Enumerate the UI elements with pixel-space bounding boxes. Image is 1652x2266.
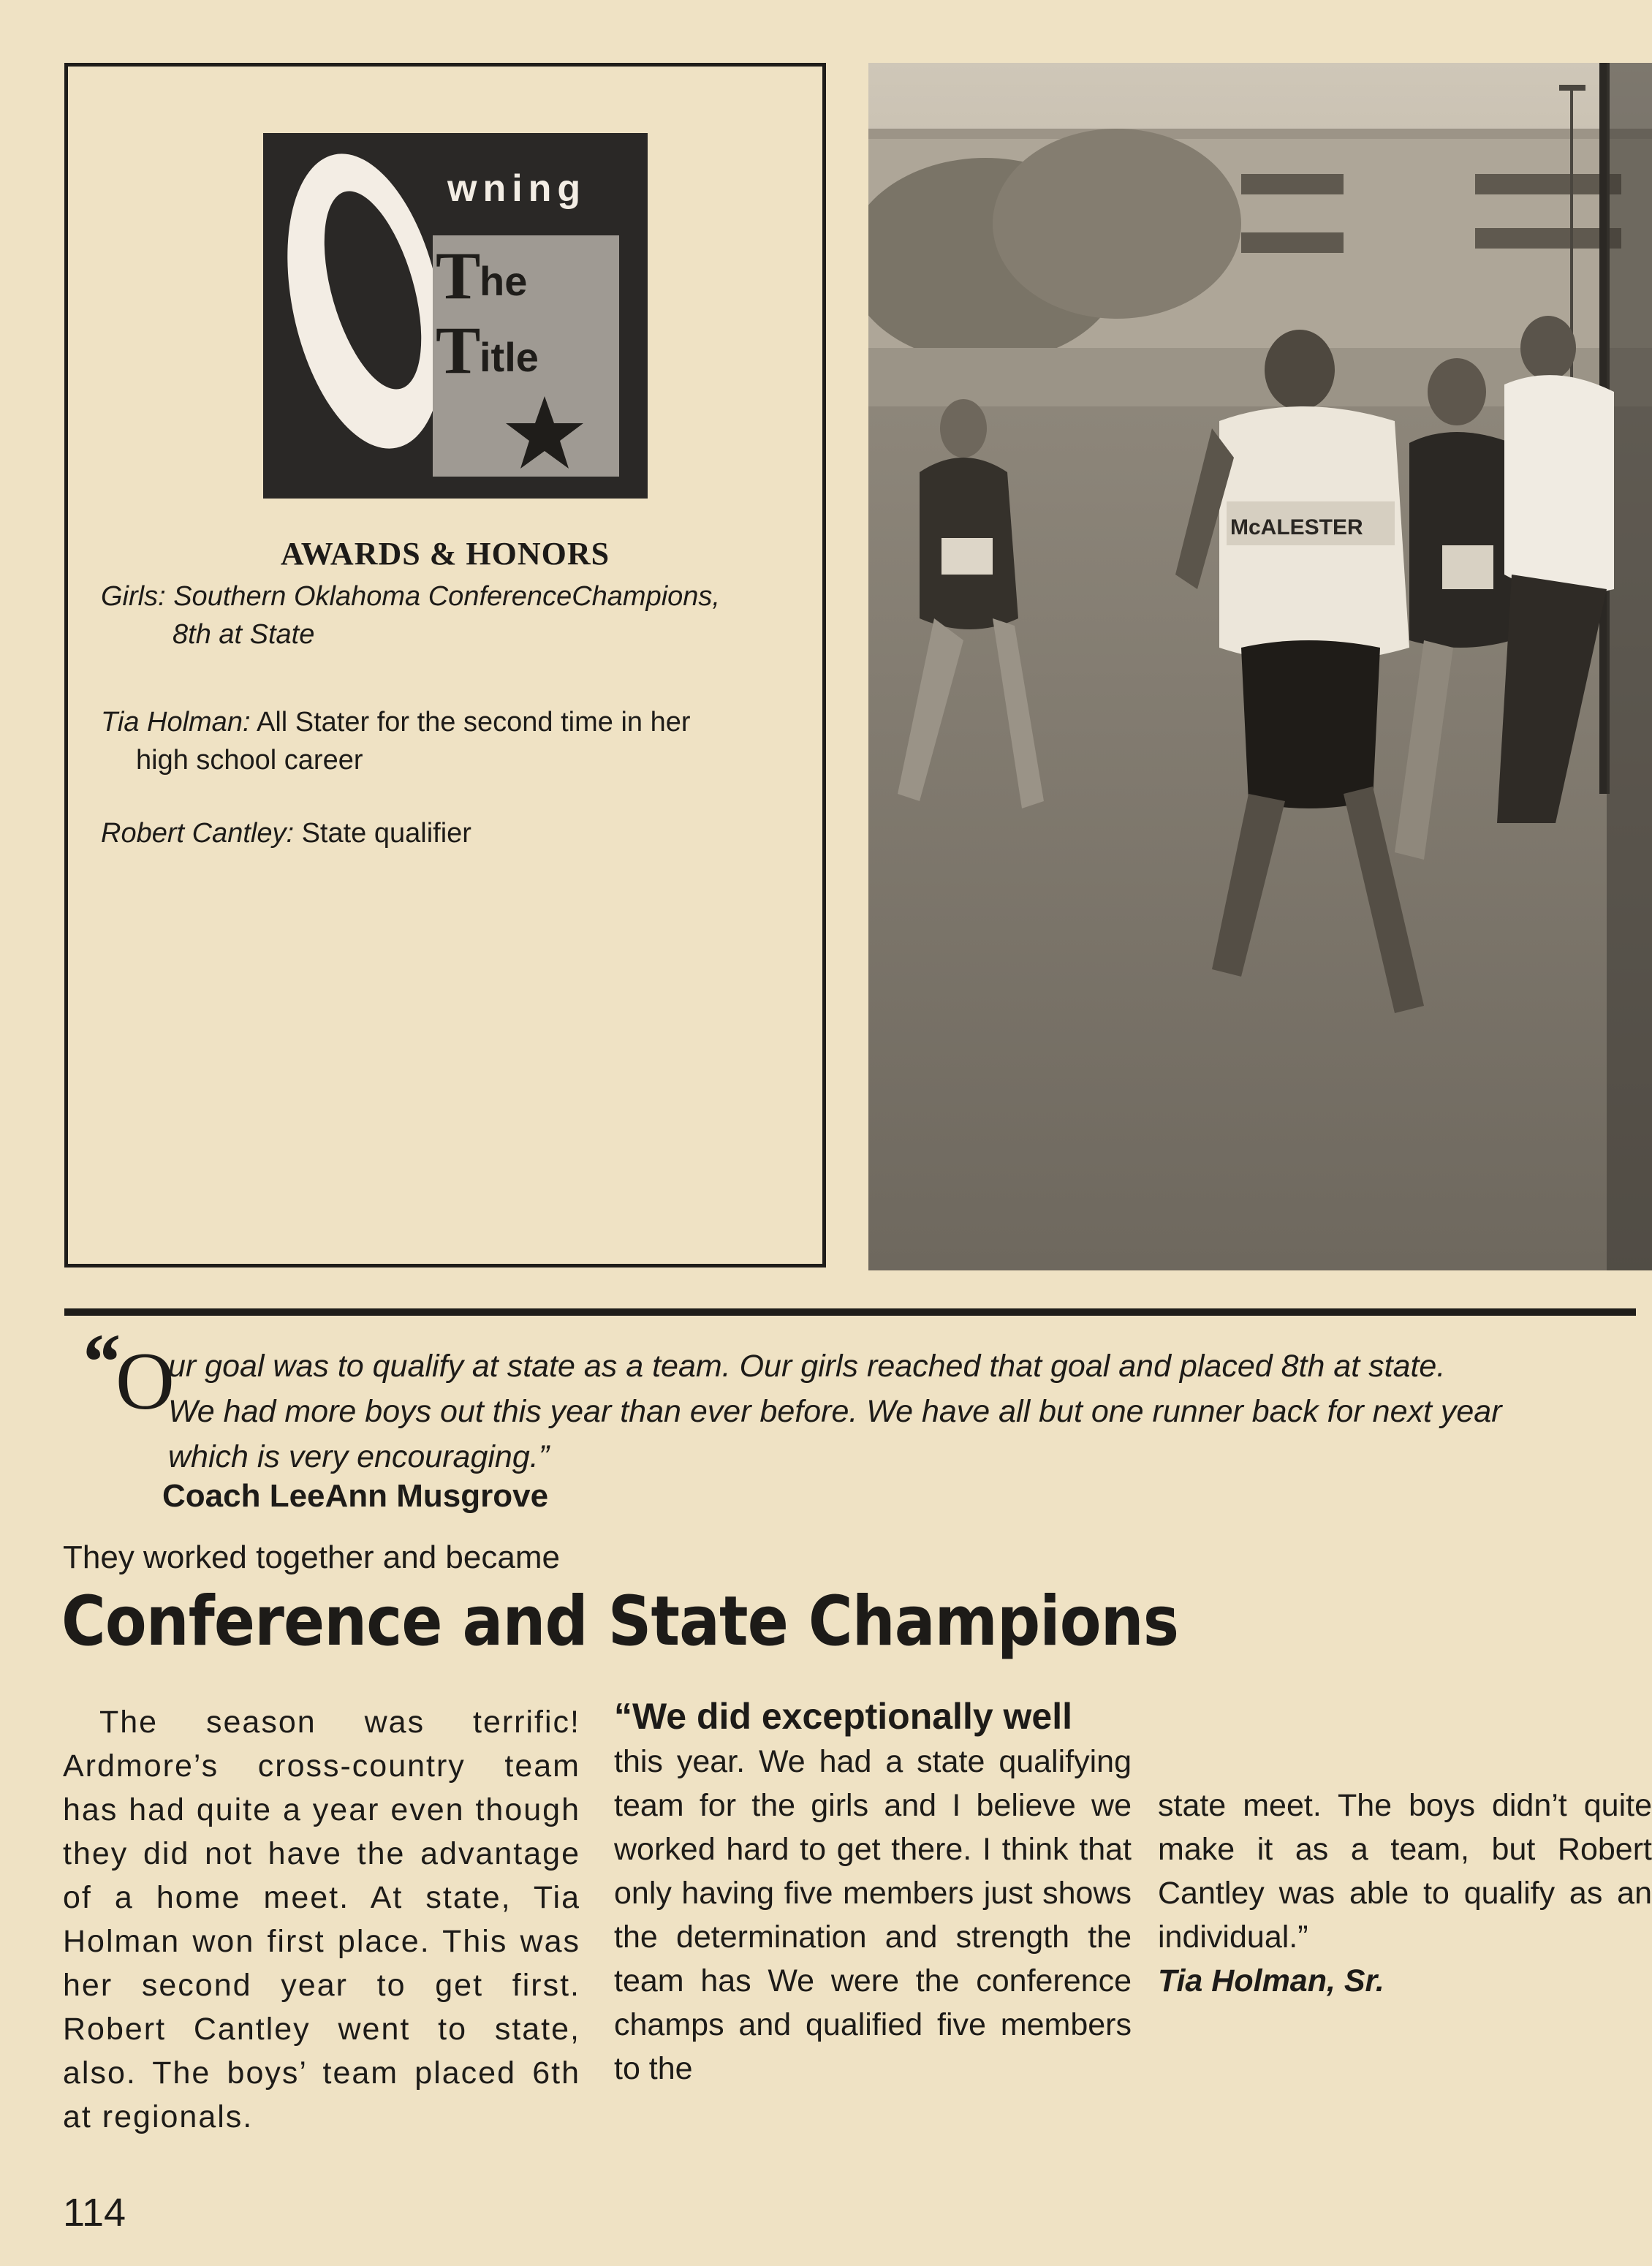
award-girls-line2: 8th at State — [173, 619, 315, 650]
coach-quote — [168, 1344, 1637, 1479]
story-column-2-text: this year. We had a state qualifying team for the girls and I believe we worked hard to get there. I think that only having five members just shows the determination and strength the team has We were the conference champs and qualified five members to the — [614, 1744, 1132, 2086]
award-tia-name: Tia Holman: — [101, 707, 251, 738]
story-column-1-text: The season was terrific! Ardmore’s cross-country team has had quite a year even though they did not have the advantage of a home meet. At state, Tia Holman won first place. This was her second year to get first. Robert Cantley went to state, also. The boys’ team placed 6th at regionals. — [63, 1705, 580, 2134]
story-kicker: They worked together and became — [63, 1539, 560, 1575]
award-girls-line1: Girls: Southern Oklahoma ConferenceChampions, — [101, 581, 720, 612]
story-column-1 — [63, 1700, 580, 2139]
story-column-2 — [614, 1693, 1132, 2091]
owning-the-title-logo — [263, 133, 648, 499]
page-number: 114 — [63, 2191, 126, 2235]
quote-line2: We had more boys out this year than ever before. We have all but one runner back for next year — [168, 1394, 1502, 1429]
quote-author: Coach LeeAnn Musgrove — [162, 1478, 549, 1514]
awards-title: AWARDS & HONORS — [280, 536, 610, 572]
quote-line3: which is very encouraging.” — [168, 1439, 550, 1474]
logo-t-initial-2: T — [436, 313, 481, 387]
star-icon — [504, 393, 585, 473]
award-robert-name: Robert Cantley: — [101, 818, 295, 849]
story-headline: Conference and State Champions — [61, 1582, 1179, 1661]
runners-photo — [868, 63, 1652, 1270]
award-girls — [101, 577, 803, 653]
quote-mark: “ — [79, 1317, 119, 1406]
logo-word-itle: itle — [480, 334, 539, 380]
award-robert-text: State qualifier — [301, 818, 471, 849]
story-column-3-author: Tia Holman, Sr. — [1158, 1963, 1384, 1998]
quote-drop-cap: O — [115, 1336, 175, 1427]
quote-line1: ur goal was to qualify at state as a team. Our girls reached that goal and placed 8th at state. — [168, 1349, 1446, 1384]
runners-photo-drawing — [868, 63, 1652, 1270]
logo-t-initial: T — [436, 238, 481, 313]
award-robert — [101, 814, 803, 852]
award-tia — [101, 703, 803, 779]
runner-bib-text: McALESTER — [1230, 515, 1363, 539]
story-column-3-text: state meet. The boys didn’t quite make it as a team, but Robert Cantley was able to qualify as an individual.” — [1158, 1788, 1652, 1955]
logo-word-he: he — [480, 258, 528, 304]
story-column-3 — [1158, 1784, 1652, 2003]
logo-word-wning: wning — [447, 167, 587, 210]
award-tia-line1: All Stater for the second time in her — [256, 707, 691, 738]
award-tia-line2: high school career — [136, 745, 363, 776]
story-column-2-lead: “We did exceptionally well — [614, 1696, 1073, 1737]
section-divider — [64, 1308, 1636, 1316]
